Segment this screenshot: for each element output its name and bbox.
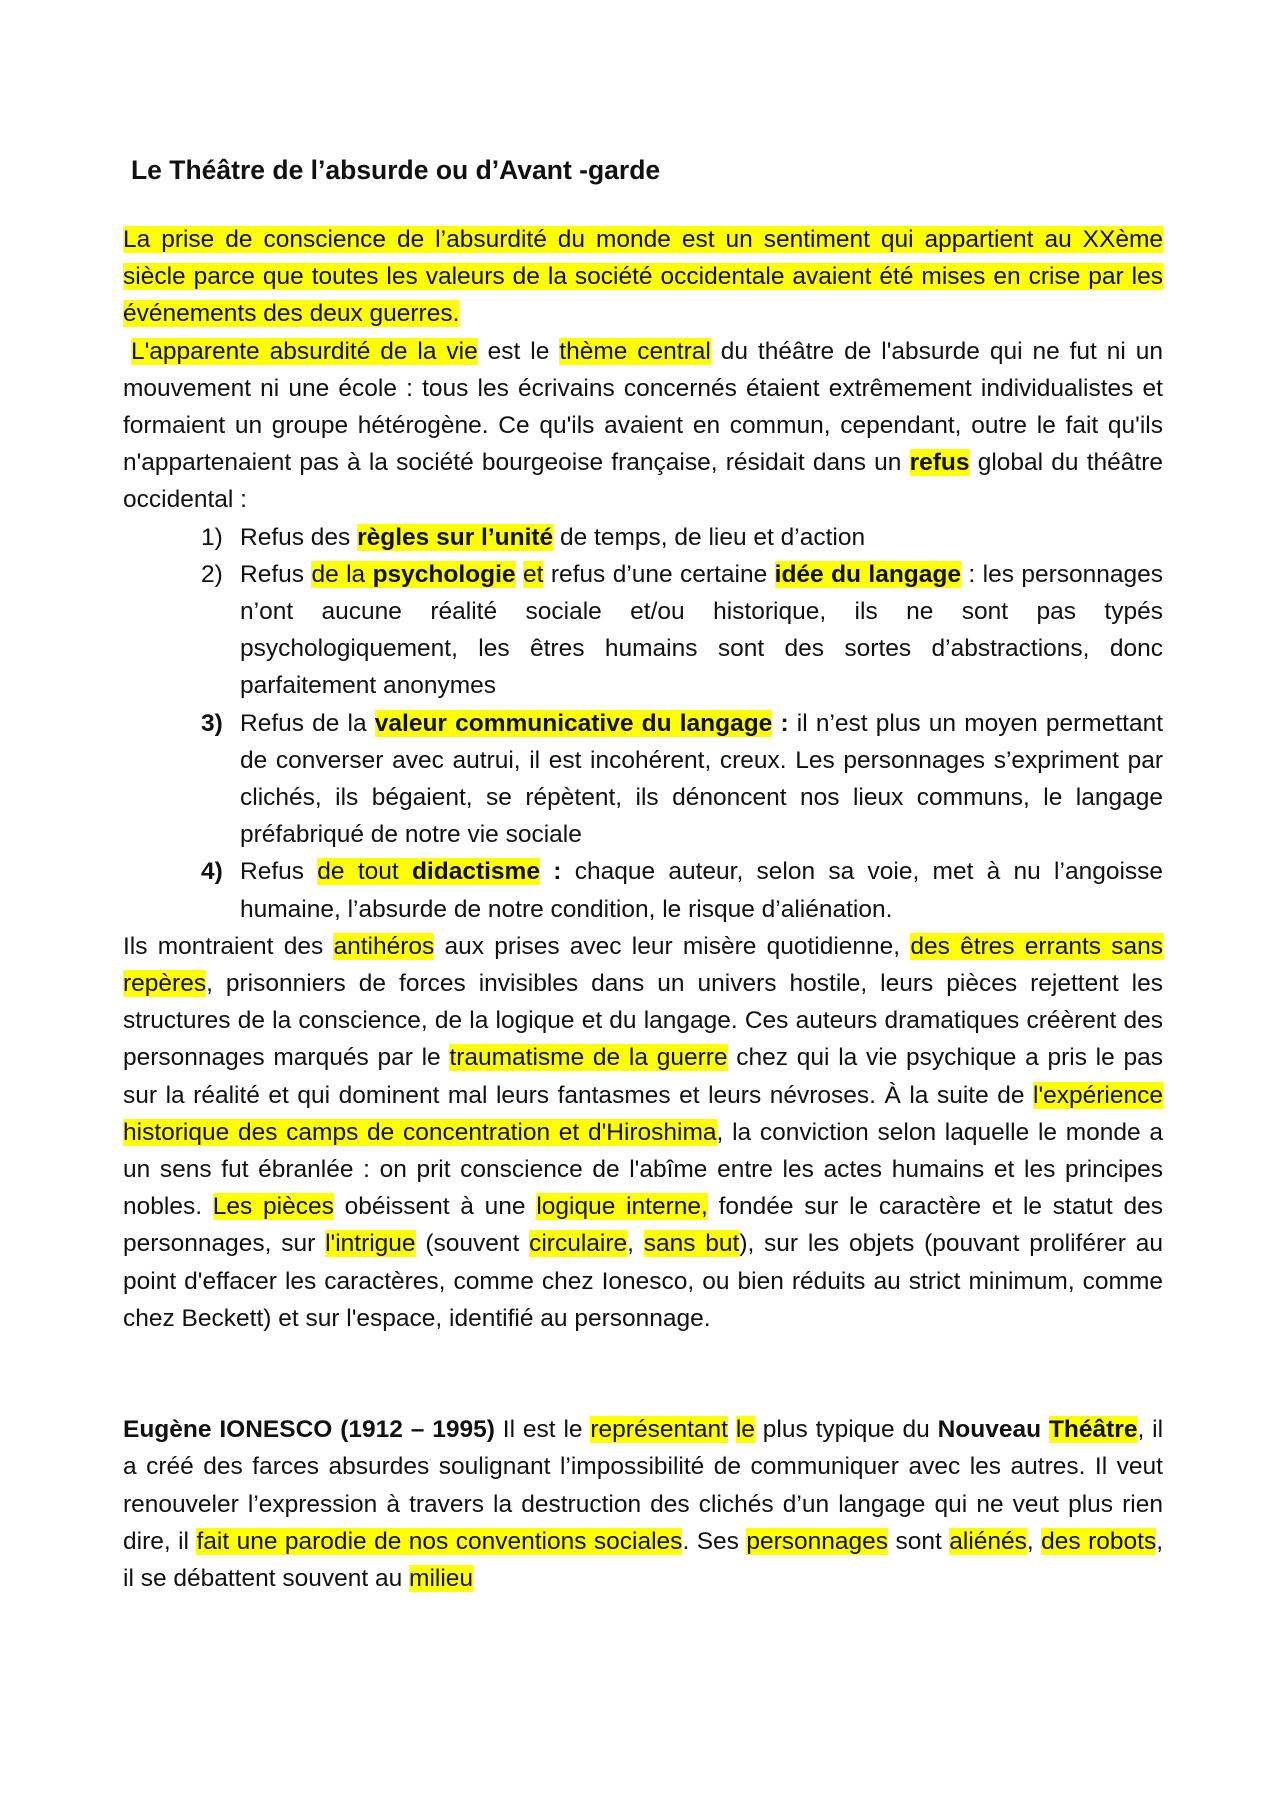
text: plus typique du — [762, 1416, 930, 1444]
text: : les personnages n’ont aucune réalité sociale et/ou historique, ils ne sont pas typés psychologiquement, les êtres humains sont des sortes d’abstractions, donc parfaitement anonymes — [240, 560, 1164, 700]
highlight-bold: didactisme — [411, 858, 540, 886]
highlight: l'intrigue — [325, 1230, 416, 1258]
text: global du théâtre occidental : — [123, 449, 1163, 514]
text: ), sur les objets (pouvant proliférer au point d'effacer les caractères, comme chez Ionesco, ou bien réduits au strict minimum, comme chez Beckett) et sur l'espace, identifié au personnage. — [123, 1230, 1163, 1332]
highlight: le — [735, 1416, 755, 1444]
text: , — [1026, 1527, 1034, 1555]
text: Refus — [240, 560, 305, 588]
document-page — [123, 150, 1163, 1597]
highlight: milieu — [409, 1564, 474, 1592]
text: Refus des — [240, 523, 351, 551]
document-title: Le Théâtre de l’absurde ou d’Avant -garde — [131, 155, 661, 185]
highlight: représentant — [590, 1416, 728, 1444]
highlight-bold: refus — [909, 449, 970, 477]
colon: : — [780, 709, 789, 737]
paragraph-characters — [123, 928, 1163, 1337]
highlight: fait une parodie de nos conventions sociales — [196, 1527, 683, 1555]
list-item — [123, 556, 1163, 705]
text: , prisonniers de forces invisibles dans un univers hostile, leurs pièces rejettent les structures de la conscience, de la logique et du langage. Ces auteurs dramatiques créèrent des personnages marqués par le — [123, 970, 1163, 1072]
highlight: La prise de conscience de l’absurdité du monde est un sentiment qui appartient au XXème siècle parce que toutes les valeurs de la société occidentale avaient été mises en crise par les événements des deux guerres. — [123, 226, 1163, 328]
text: obéissent à une — [344, 1193, 526, 1221]
highlight: circulaire — [529, 1230, 628, 1258]
author-heading: Eugène IONESCO (1912 – 1995) — [123, 1416, 495, 1444]
text: fondée sur le caractère et le statut des personnages, sur — [123, 1193, 1163, 1258]
text: chaque auteur, selon sa voie, met à nu l’angoisse humaine, l’absurde de notre condition, le risque d’aliénation. — [240, 858, 1164, 923]
text: , il a créé des farces absurdes soulignant l’impossibilité de communiquer avec les autres. Il veut renouveler l’expression à travers la destruction des clichés d’un langage qui ne veut plus rien dire, il — [123, 1416, 1164, 1555]
highlight: sans but — [643, 1230, 740, 1258]
refus-list — [123, 519, 1163, 928]
text: sont — [895, 1527, 942, 1555]
text: Refus de la — [240, 709, 367, 737]
highlight: des robots — [1041, 1527, 1157, 1555]
highlight: de la — [311, 560, 366, 588]
list-item — [123, 519, 1163, 556]
highlight-bold: règles sur l’unité — [357, 523, 554, 551]
text: . Ses — [682, 1527, 739, 1555]
text: Il est le — [502, 1416, 583, 1444]
list-item — [123, 705, 1163, 854]
colon: : — [553, 858, 562, 886]
paragraph-theme — [123, 333, 1163, 519]
text: il n’est plus un moyen permettant de converser avec autrui, il est incohérent, creux. Les personnages s’expriment par clichés, ils bégaient, se répètent, ils dénoncent nos lieux communs, le langage préfabriqué de notre vie sociale — [240, 709, 1164, 849]
highlight: L'apparente absurdité de la vie — [131, 337, 478, 365]
bold-term: Nouveau — [937, 1416, 1042, 1444]
highlight-bold: psychologie — [372, 560, 516, 588]
list-number: 4) — [201, 858, 223, 886]
text: de temps, de lieu et d’action — [560, 523, 866, 551]
highlight-bold: Théâtre — [1048, 1416, 1138, 1444]
highlight-bold: valeur communicative du langage — [374, 709, 773, 737]
highlight: personnages — [746, 1527, 889, 1555]
list-number: 3) — [201, 709, 223, 737]
text: aux prises avec leur misère quotidienne, — [444, 932, 901, 960]
paragraph-intro — [123, 221, 1163, 333]
text: , — [627, 1230, 634, 1258]
highlight: antihéros — [333, 932, 435, 960]
highlight: traumatisme de la guerre — [449, 1044, 728, 1072]
text: (souvent — [425, 1230, 520, 1258]
text: Refus — [240, 858, 305, 886]
text: du théâtre de l'absurde qui ne fut ni un mouvement ni une école : tous les écrivains concernés étaient extrêmement individualistes et formaient un groupe hétérogène. Ce qu'ils avaient en commun, cependant, outre le fait qu'ils n'appartenaient pas à la société bourgeoise française, résidait dans un — [123, 337, 1163, 477]
text: , il se débattent souvent au — [123, 1527, 1164, 1592]
text: refus d’une certaine — [550, 560, 768, 588]
highlight: aliénés — [949, 1527, 1027, 1555]
highlight: de tout — [317, 858, 399, 886]
highlight: Les pièces — [212, 1193, 334, 1221]
highlight: l'expérience historique des camps de concentration et d'Hiroshima — [123, 1081, 1163, 1146]
text: Ils montraient des — [123, 932, 324, 960]
highlight: et — [522, 560, 544, 588]
highlight: logique interne, — [536, 1193, 708, 1221]
text: , la conviction selon laquelle le monde a un sens fut ébranlée : on prit conscience de l'abîme entre les actes humains et les principes nobles. — [123, 1118, 1164, 1221]
highlight: des êtres errants sans repères — [123, 932, 1163, 998]
highlight-bold: idée du langage — [774, 560, 961, 588]
list-number: 1) — [201, 523, 223, 551]
text: chez qui la vie psychique a pris le pas sur la réalité et qui dominent mal leurs fantasmes et leurs névroses. À la suite de — [123, 1044, 1163, 1109]
list-number: 2) — [201, 560, 223, 588]
paragraph-ionesco — [123, 1411, 1163, 1597]
text: est le — [487, 337, 550, 365]
list-item — [123, 853, 1163, 927]
highlight: thème central — [559, 337, 711, 365]
